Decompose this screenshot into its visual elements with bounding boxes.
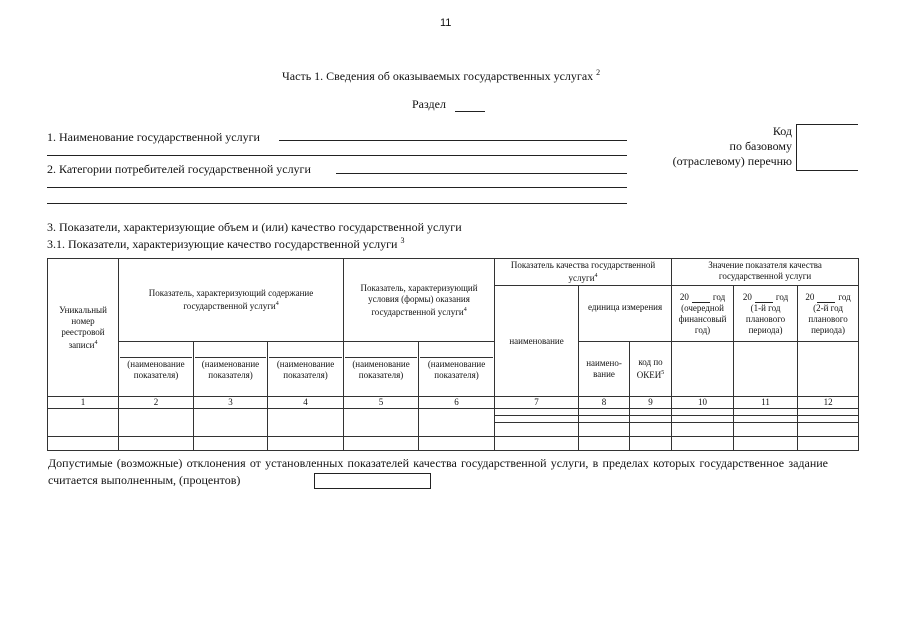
header-year-1-empty [672,342,734,397]
deviation-text: Допустимые (возможные) отклонения от установленных показателей качества государственной услуги, в пределах которых государственное задание считается выполненным, (процентов) [48,456,828,487]
col-num-4: 4 [268,397,344,409]
heading-3-1-text: 3.1. Показатели, характеризующие качество государственной услуги [47,237,398,251]
consumer-categories-line-2 [47,187,627,188]
header-unique-number: Уникальный номер реестровой записи$^4$ [48,259,119,397]
table-row [48,409,859,416]
col-num-9: 9 [630,397,672,409]
header-quality-value: Значение показателя качества государственной услуги [672,259,859,286]
service-name-label: 1. Наименование государственной услуги [47,130,260,144]
header-indicator-name: наименование [495,286,579,397]
col-num-7: 7 [495,397,579,409]
col-num-1: 1 [48,397,119,409]
base-list-code-box [796,124,858,171]
section-field [412,97,485,112]
table-header-row-1 [48,259,859,286]
section-number-blank [455,111,485,112]
col-num-5: 5 [344,397,419,409]
quality-indicators-table [47,258,859,451]
kod-line-1: Код [772,124,792,138]
col-num-10: 10 [672,397,734,409]
year-3-desc: (2-й год планового периода) [808,302,848,335]
header-quality-indicator: Показатель качества государственной услуги$^4$ [495,259,672,286]
year-2-desc: (1-й год планового периода) [745,302,786,335]
page-number: 11 [440,17,452,29]
header-year-3-empty [798,342,859,397]
col-num-2: 2 [119,397,194,409]
col-num-8: 8 [579,397,630,409]
part-title [282,68,600,84]
header-year-2 [734,286,798,342]
header-conditions-indicator: Показатель, характеризующий условия (формы) оказания государственной услуги$^4$ [344,259,495,342]
col-num-11: 11 [734,397,798,409]
col-num-6: 6 [419,397,495,409]
header-content-indicator-name-2: (наименование показателя) [194,342,268,397]
header-content-indicator: Показатель, характеризующий содержание государственной услуги$^4$ [119,259,344,342]
col-num-12: 12 [798,397,859,409]
part-title-text: Часть 1. Сведения об оказываемых государственных услугах [282,69,594,83]
header-year-1 [672,286,734,342]
year-2-label: 20 год [742,291,789,302]
table-row [48,437,859,451]
section-label: Раздел [412,97,446,111]
service-name-line [279,140,627,141]
col-num-3: 3 [194,397,268,409]
kod-line-3: (отраслевому) перечню [672,154,792,168]
consumer-categories-line-3 [47,203,627,204]
year-1-label: 20 год [679,291,726,302]
header-year-2-empty [734,342,798,397]
deviation-percent-field[interactable] [314,473,431,489]
year-1-desc: (очередной финансовый год) [678,302,727,335]
header-unit-okei: код по ОКЕИ$^5$ [630,342,672,397]
heading-3-1 [47,236,404,252]
consumer-categories-line [336,173,627,174]
part-title-footnote: 2 [596,68,601,77]
header-content-indicator-name-1: (наименование показателя) [119,342,194,397]
header-year-3 [798,286,859,342]
year-3-label: 20 год [805,291,851,302]
table-header-row-3 [48,342,859,397]
heading-3: 3. Показатели, характеризующие объем и (или) качество государственной услуги [47,220,462,234]
heading-3-1-footnote: 3 [400,236,405,245]
header-conditions-indicator-name-2: (наименование показателя) [419,342,495,397]
consumer-categories-label: 2. Категории потребителей государственной услуги [47,162,311,176]
base-list-code-label [648,124,792,169]
kod-line-2: по базовому [729,139,792,153]
header-unit: единица измерения [579,286,672,342]
service-name-line-2 [47,155,627,156]
header-unit-name: наимено-вание [579,342,630,397]
column-number-row [48,397,859,409]
header-conditions-indicator-name-1: (наименование показателя) [344,342,419,397]
header-content-indicator-name-3: (наименование показателя) [268,342,344,397]
